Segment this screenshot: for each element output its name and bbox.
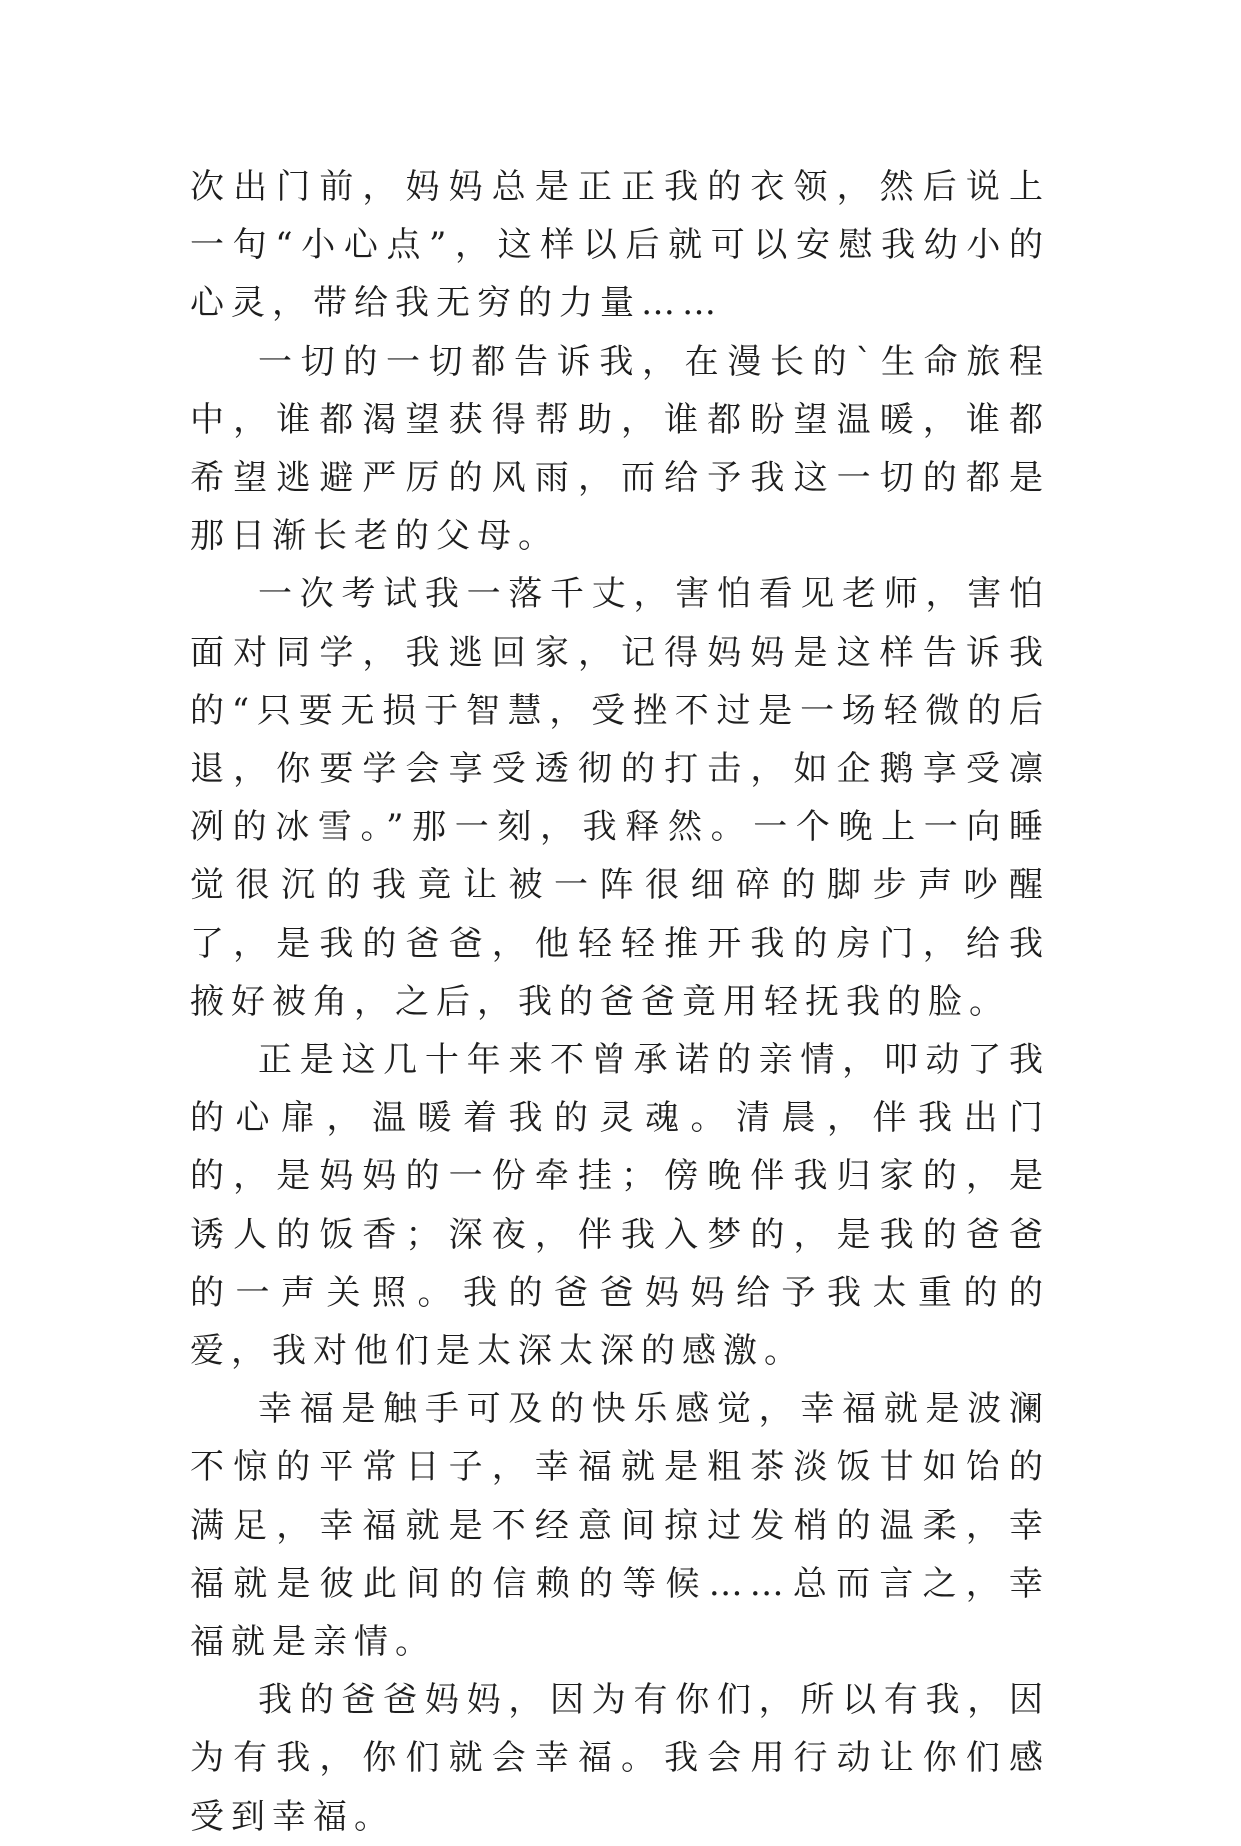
- paragraph-1: 次出门前，妈妈总是正正我的衣领，然后说上一句“小心点”，这样以后就可以安慰我幼小的心灵，带给我无穷的力量……: [190, 167, 1050, 324]
- paragraph-4: 正是这几十年来不曾承诺的亲情，叩动了我的心扉，温暖着我的灵魂。清晨，伴我出门的，是妈妈的一份牵挂；傍晚伴我归家的，是诱人的饭香；深夜，伴我入梦的，是我的爸爸的一声关照。我的爸爸妈妈给予我太重的的爱，我对他们是太深太深的感激。: [190, 1040, 1050, 1372]
- paragraph-2: 一切的一切都告诉我，在漫长的`生命旅程中，谁都渴望获得帮助，谁都盼望温暖，谁都希望逃避严厉的风雨，而给予我这一切的都是那日渐长老的父母。: [190, 341, 1050, 557]
- document-body: [190, 158, 1050, 1846]
- paragraph-6: 我的爸爸妈妈，因为有你们，所以有我，因为有我，你们就会幸福。我会用行动让你们感受到幸福。: [190, 1680, 1050, 1837]
- paragraph-3: 一次考试我一落千丈，害怕看见老师，害怕面对同学，我逃回家，记得妈妈是这样告诉我的“只要无损于智慧，受挫不过是一场轻微的后退，你要学会享受透彻的打击，如企鹅享受凛冽的冰雪。”那一刻，我释然。一个晚上一向睡觉很沉的我竟让被一阵很细碎的脚步声吵醒了，是我的爸爸，他轻轻推开我的房门，给我掖好被角，之后，我的爸爸竟用轻抚我的脸。: [190, 574, 1050, 1022]
- paragraph-5: 幸福是触手可及的快乐感觉，幸福就是波澜不惊的平常日子，幸福就是粗茶淡饭甘如饴的满足，幸福就是不经意间掠过发梢的温柔，幸福就是彼此间的信赖的等候……总而言之，幸福就是亲情。: [190, 1389, 1050, 1663]
